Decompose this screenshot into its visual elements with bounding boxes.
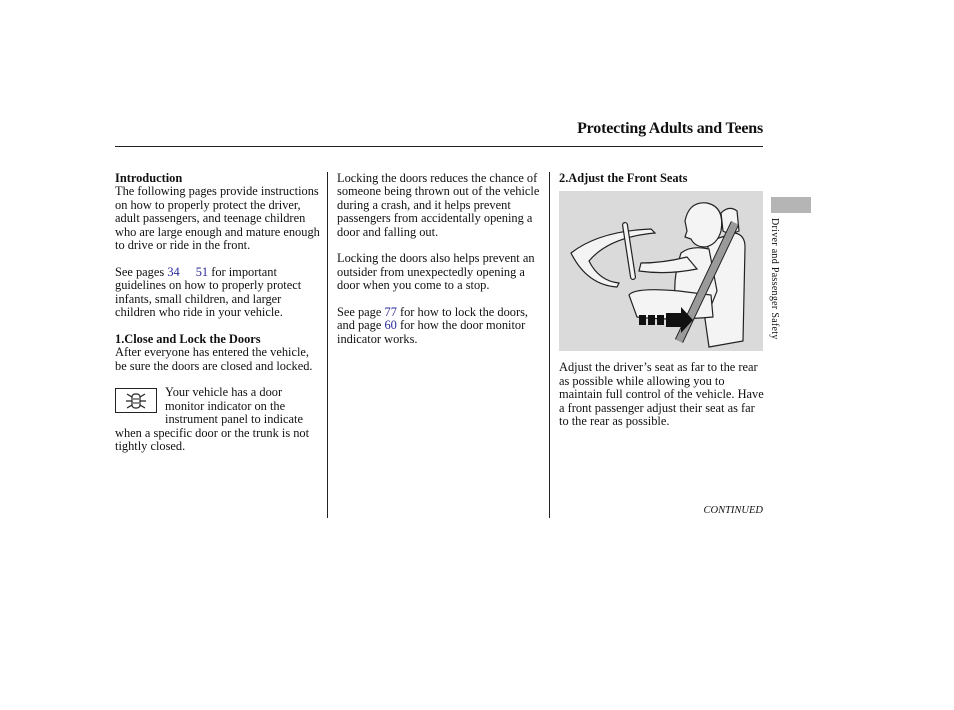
see-page-paragraph [337,306,542,346]
see-page-suffix: for how the door monitor indicator works. [337,318,526,346]
door-monitor-note [115,386,320,453]
page-link-34[interactable]: 34 [167,264,180,279]
column-2 [337,172,542,346]
see-page-mid: for how to lock the doors, and page [337,305,529,333]
column-divider [549,172,550,518]
step1-text: After everyone has entered the vehicle, be sure the doors are closed and locked. [115,345,313,373]
column-divider [327,172,328,518]
seat-adjust-icon [559,191,763,351]
locking-para-1: Locking the doors reduces the chance of someone being thrown out of the vehicle during a crash, and it helps prevent passengers from accidentally opening a door and falling out. [337,171,540,239]
page-link-60[interactable]: 60 [384,318,397,333]
intro-text: The following pages provide instructions on how to properly protect the driver, adult passengers, and teenage children who are large enough and mature enough to drive or ride in the front. [115,184,320,253]
title-divider [115,146,763,147]
page-link-51[interactable]: 51 [195,264,209,279]
see-pages-suffix: for important guidelines on how to properly protect infants, small children, and larger children who ride in your vehicle. [115,264,302,320]
column-3 [559,172,764,428]
step2-text: Adjust the driver’s seat as far to the rear as possible while allowing you to maintain full control of the vehicle. Have a front passenger adjust their seat as far to the rear as possible. [559,360,764,429]
step2-heading: 2.Adjust the Front Seats [559,171,688,185]
column-1 [115,172,320,453]
step1-heading: 1.Close and Lock the Doors [115,331,261,346]
section-tab-label: Driver and Passenger Safety [769,218,780,340]
intro-heading: Introduction [115,171,183,185]
continued-label: CONTINUED [703,505,763,516]
door-monitor-text: Your vehicle has a door monitor indicator on the instrument panel to indicate when a specific door or the trunk is not tightly closed. [115,385,310,454]
page-link-77[interactable]: 77 [384,305,397,320]
section-tab [771,197,811,213]
locking-para-2: Locking the doors also helps prevent an outsider from unexpectedly opening a door when you come to a stop. [337,251,535,293]
door-monitor-icon [115,388,157,413]
driver-seat-illustration [559,191,763,351]
see-pages-paragraph [115,266,320,320]
see-pages-prefix: See pages [115,264,165,279]
see-page-prefix: See page [337,305,382,320]
page-title: Protecting Adults and Teens [577,120,763,137]
